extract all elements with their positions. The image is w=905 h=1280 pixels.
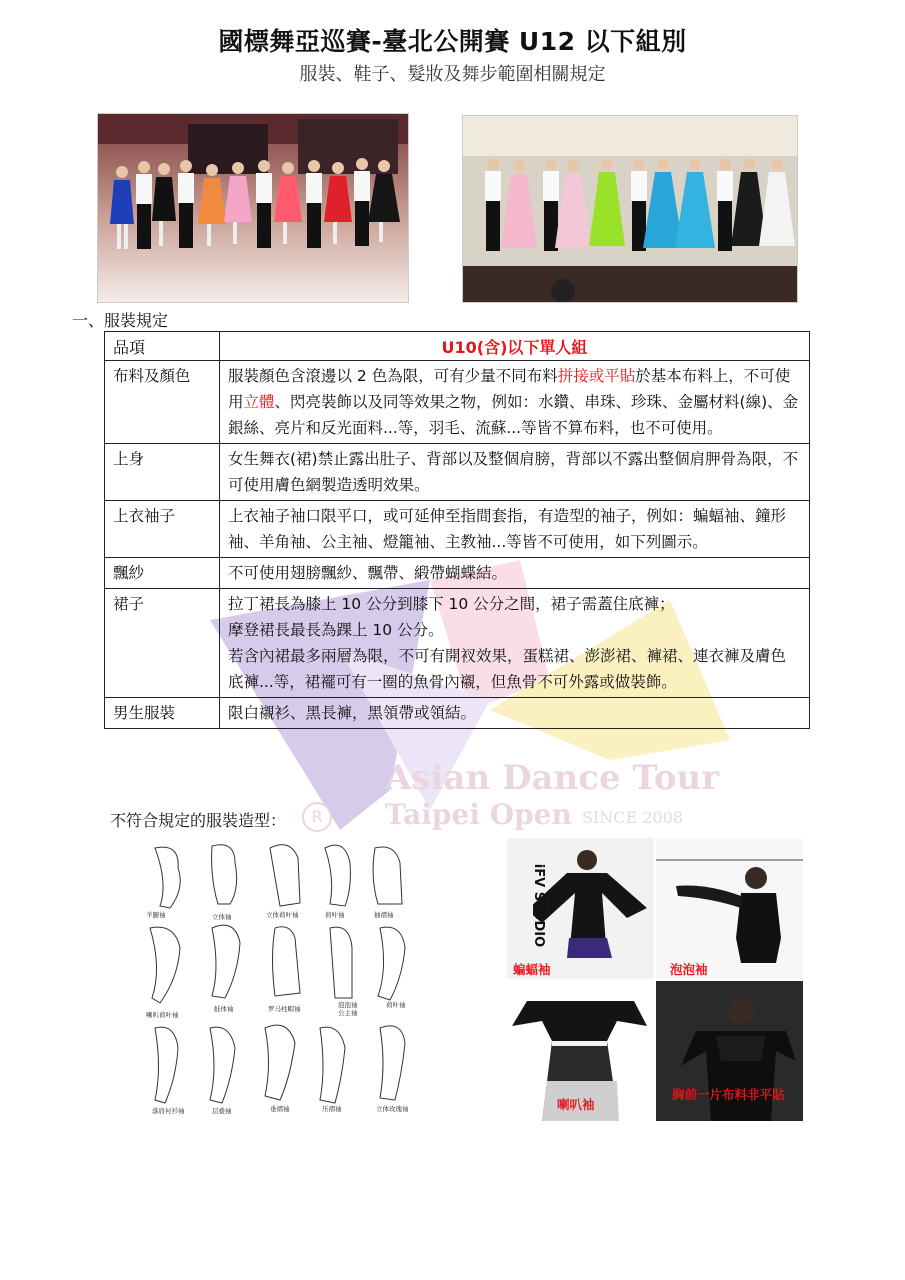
- chest-panel-photo: [656, 981, 803, 1121]
- rule-highlight: 立體: [243, 393, 275, 411]
- table-row: [105, 698, 810, 729]
- table-header-row: [105, 332, 810, 361]
- sketch-label: 压褶袖: [322, 1105, 342, 1113]
- rule-text: 服裝顏色含滾邊以 2 色為限，可有少量不同布料: [228, 367, 558, 385]
- costume-rules-table: [104, 331, 810, 729]
- section-heading: 一、服裝規定: [72, 311, 169, 330]
- row-rule: 女生舞衣(裙)禁止露出肚子、背部以及整個肩膀，背部以不露出整個肩胛骨為限，不可使用膚色網製造透明效果。: [220, 444, 810, 501]
- column-header-rule: U10(含)以下單人組: [220, 332, 810, 361]
- bat-sleeve-photo: [507, 838, 654, 979]
- rule-line: 拉丁裙長為膝上 10 公分到膝下 10 公分之間，裙子需蓋住底褲；: [228, 595, 675, 613]
- rule-text: 於基本布料上，不可使用: [228, 367, 791, 411]
- watermark-since: SINCE 2008: [582, 808, 684, 827]
- photo-label-trumpet-sleeve: 喇叭袖: [557, 1097, 595, 1112]
- sketch-label: 垂褶袖: [270, 1105, 290, 1113]
- sketch-label: 蛙体袖: [214, 1005, 234, 1013]
- row-rule: [220, 589, 810, 698]
- row-rule: 限白襯衫、黑長褲，黑領帶或領結。: [220, 698, 810, 729]
- rule-line: 若含內裙最多兩層為限，不可有開衩效果，蛋糕裙、澎澎裙、褲裙、連衣褲及膚色底褲...等，裙襬可有一圈的魚骨內襯，但魚骨不可外露或做裝飾。: [228, 647, 787, 691]
- puff-sleeve-photo: [656, 838, 803, 979]
- sketch-label: 罗马柱帽袖: [268, 1005, 301, 1013]
- photo-label-chest-panel: 胸前一片布料非平貼: [672, 1087, 785, 1102]
- table-row: [105, 589, 810, 698]
- sketch-label: 喇叭荷叶袖: [146, 1011, 179, 1019]
- row-rule: 不可使用翅膀飄紗、飄帶、緞帶蝴蝶結。: [220, 558, 810, 589]
- row-category: 飄紗: [105, 558, 220, 589]
- trumpet-sleeve-photo: [507, 981, 654, 1121]
- sketch-label: 立体袖: [212, 913, 232, 921]
- row-rule: [220, 361, 810, 444]
- row-category: 布料及顏色: [105, 361, 220, 444]
- sketch-label: 层叠袖: [212, 1107, 232, 1115]
- watermark-line2: Taipei Open: [385, 798, 572, 831]
- sketch-label: 立体玫瑰袖: [376, 1105, 409, 1113]
- sketch-label: 荷叶袖: [386, 1001, 406, 1009]
- table-row: [105, 361, 810, 444]
- table-row: [105, 444, 810, 501]
- studio-photo-collage: [507, 838, 803, 1121]
- rule-line: 摩登裙長最長為踝上 10 公分。: [228, 621, 444, 639]
- nonconforming-label: 不符合規定的服裝造型：: [110, 811, 287, 830]
- watermark-line1: Asian Dance Tour: [385, 758, 720, 798]
- page-subtitle: 服裝、鞋子、髮妝及舞步範圍相關規定: [299, 64, 606, 85]
- sketch-label: 公主袖: [338, 1009, 358, 1017]
- row-category: 上衣袖子: [105, 501, 220, 558]
- rule-text: 、閃亮裝飾以及同等效果之物，例如：水鑽、串珠、珍珠、金屬材料(線)、金銀絲、亮片和反光面料...等，羽毛、流蘇...等皆不算布料，也不可使用。: [228, 393, 799, 437]
- sketch-label: 抽褶袖: [374, 911, 394, 919]
- row-category: 上身: [105, 444, 220, 501]
- photo-label-bat-sleeve: 蝙蝠袖: [513, 962, 551, 977]
- row-rule: 上衣袖子袖口限平口，或可延伸至指間套指，有造型的袖子，例如：蝙蝠袖、鐘形袖、羊角袖、公主袖、燈籠袖、主教袖...等皆不可使用，如下列圖示。: [220, 501, 810, 558]
- page-title: 國標舞亞巡賽-臺北公開賽 U12 以下組別: [218, 27, 687, 56]
- dancers-photo-right: [462, 115, 798, 303]
- sketch-label: 荷叶袖: [325, 911, 345, 919]
- table-row: [105, 558, 810, 589]
- sketch-label: 立体荷叶袖: [266, 911, 299, 919]
- photo-label-puff-sleeve: 泡泡袖: [670, 962, 708, 977]
- sleeve-sketch-chart: [140, 838, 415, 1120]
- row-category: 男生服裝: [105, 698, 220, 729]
- sketch-label: 泡泡袖: [338, 1001, 358, 1009]
- row-category: 裙子: [105, 589, 220, 698]
- studio-brand: iFV STUDIO: [531, 863, 547, 948]
- sketch-label: 羊腿袖: [146, 911, 166, 919]
- column-header-category: 品項: [105, 332, 220, 361]
- table-row: [105, 501, 810, 558]
- registered-mark-icon: R: [302, 802, 332, 832]
- sketch-label: 落肩衬衫袖: [152, 1107, 185, 1115]
- dancers-photo-left: [97, 113, 409, 303]
- rule-highlight: 拼接或平貼: [557, 367, 636, 385]
